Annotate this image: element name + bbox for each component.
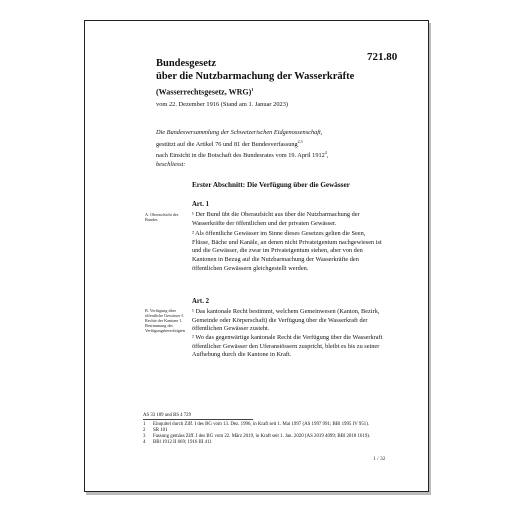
article-2-para-1: ¹ Das kantonale Recht bestimmt, welchem Gemeinwesen (Kanton, Bezirk, Gemeinde oder Körperschaft) die Verfügung über die Wasserkraft der öffentlichen Gewässer zusteht.: [192, 308, 380, 333]
footnote: 2 SR 101: [143, 428, 168, 434]
title-short: (Wasserrechtsgesetz, WRG)$^1$: [156, 87, 254, 97]
preamble-intro: Die Bundesversammlung der Schweizerischen Eidgenossenschaft,: [156, 129, 323, 136]
source-reference: AS 33 189 und BS 4 729: [143, 413, 191, 418]
article-1-para-1: ¹ Der Bund übt die Oberaufsicht aus über die Nutzbarmachung der Wasserkräfte der öffentlichen und der privaten Gewässer.: [192, 211, 360, 227]
document-page: [84, 20, 429, 492]
title-line-2: über die Nutzbarmachung der Wasserkräfte: [156, 71, 355, 82]
article-1-margin-note: A. Oberaufsicht des Bundes: [145, 212, 179, 222]
law-title: [156, 57, 354, 99]
preamble-resolves: beschliesst:: [156, 160, 186, 168]
preamble-basis: gestützt auf die Artikel 76 und 81 der Bundesverfassung$^{2,3}$: [156, 138, 303, 148]
title-line-1: Bundesgesetz: [156, 58, 217, 69]
page-number: 1 / 32: [373, 456, 386, 462]
article-2-para-2: ² Wo das gegenwärtige kantonale Recht die Verfügung über die Wasserkraft öffentlicher Gewässer den Uferanstössern zuspricht, bleibt es bis zu seiner Aufhebung durch die Kantone in Kraft.: [192, 334, 383, 359]
article-2-heading: Art. 2: [192, 298, 209, 305]
sr-number: 721.80: [367, 51, 398, 63]
preamble-message: nach Einsicht in die Botschaft des Bundesrates vom 19. April 1912$^4$,: [156, 150, 329, 160]
footnote-ref: 2,3: [297, 138, 303, 144]
date-line: vom 22. Dezember 1916 (Stand am 1. Januar 2023): [156, 101, 289, 108]
footnote-ref: 1: [251, 87, 254, 92]
article-2-margin-note: B. Verfügung über öffentliche Gewässer I. Rechte der Kantone 1. Bestimmung des Verfügungsberechtigten: [145, 308, 185, 333]
footnote: 4 BBl 1912 II 669; 1916 III 411: [143, 440, 212, 446]
chapter-title: Erster Abschnitt: Die Verfügung über die Gewässer: [192, 181, 350, 189]
footnote-divider: [143, 419, 253, 420]
footnote: 3 Fassung gemäss Ziff. I des BG vom 22. März 2019, in Kraft seit 1. Jan. 2020 (AS 2019 4099; BBl 2018 1619).: [143, 434, 371, 440]
article-1-heading: Art. 1: [192, 201, 209, 208]
preamble: [156, 129, 396, 170]
footnote: 1 Einquitel durch Ziff. I des BG vom 13. Dez. 1996, in Kraft seit 1. Mai 1997 (AS 1997 991; BBl 1995 IV 951).: [143, 422, 370, 427]
article-1-para-2: ² Als öffentliche Gewässer im Sinne dieses Gesetzes gelten die Seen, Flüsse, Bäche und Kanäle, an denen nicht Privateigentum nachgewiesen ist und die Gewässer, die zwar im Privateigentum stehen, aber von den Kantonen in Bezug auf die Nutzbarmachung der Wasserkräfte den öffentlichen Gewässern gleichgestellt werden.: [192, 230, 382, 272]
footnotes: [143, 422, 393, 446]
footnote-ref: 4: [324, 150, 327, 156]
